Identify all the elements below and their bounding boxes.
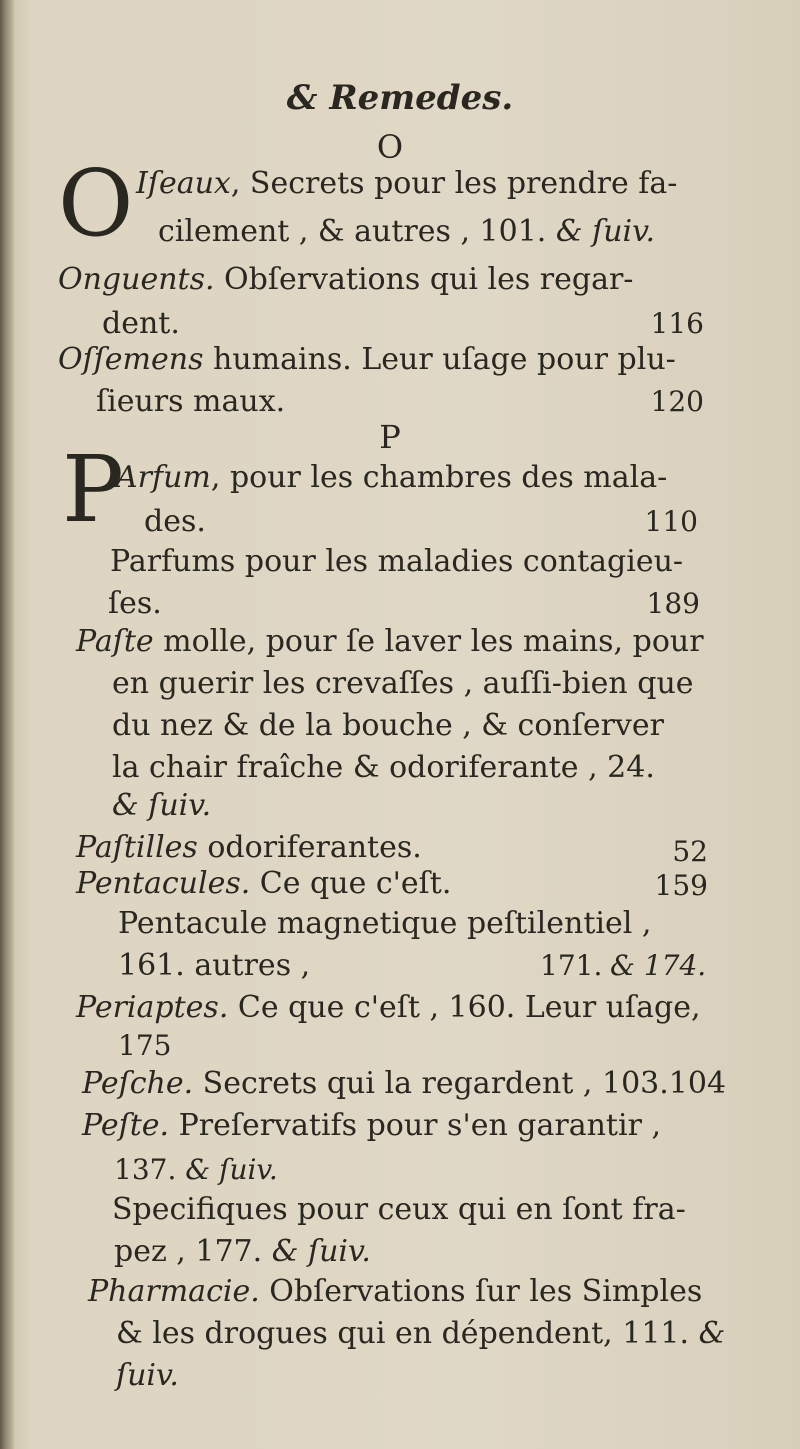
headword: Pentacules. — [76, 866, 251, 901]
suiv-ref: & ſuiv. — [271, 1234, 371, 1269]
entry-text: molle, pour ſe laver les mains, pour — [153, 624, 704, 659]
page-ref: 110 — [644, 505, 698, 538]
headword: Oſſemens — [58, 342, 204, 377]
entry-text: en guerir les crevaſſes , auſſi-bien que — [112, 666, 694, 701]
headword: Paſtilles — [76, 830, 198, 865]
dropcap-o: O — [58, 150, 134, 257]
entry-text: Obſervations ſur les Simples — [259, 1274, 703, 1309]
page-ref: 159 — [654, 869, 708, 902]
suiv-ref: & ſuiv. — [185, 1153, 278, 1186]
entry-text: des. — [144, 504, 206, 539]
headword: Arfum — [116, 460, 211, 495]
entry-text: odoriferantes. — [197, 830, 422, 865]
page-ref: 175 — [118, 1029, 172, 1062]
headword: Periaptes. — [76, 990, 229, 1025]
headword: Peſche. — [82, 1066, 194, 1101]
entry-text: Ce que c'eſt , 160. Leur uſage, — [228, 990, 701, 1025]
entry-text: & les drogues qui en dépendent, 111. — [116, 1316, 690, 1351]
page-ref: 189 — [646, 587, 700, 620]
headword: Onguents. — [58, 262, 215, 297]
headword: Paſte — [76, 624, 154, 659]
entry-text: Specifiques pour ceux qui en ſont fra- — [112, 1192, 686, 1227]
page-ref: 137. — [114, 1153, 177, 1186]
page-ref: 120 — [650, 385, 704, 418]
entry-text: Ce que c'eſt. — [250, 866, 452, 901]
suiv-ref: & 174. — [610, 949, 707, 982]
entry-text: ſes. — [108, 586, 162, 621]
dropcap-p: P — [62, 436, 124, 543]
suiv-ref: ſuiv. — [116, 1358, 179, 1393]
entry-text: Pentacule magnetique peſtilentiel , — [118, 906, 652, 941]
section-letter-o: O — [376, 128, 404, 166]
entry-text: Secrets qui la regardent , 103.104 — [193, 1066, 727, 1101]
entry-text: Obſervations qui les regar- — [214, 262, 634, 297]
headword: Pharmacie. — [88, 1274, 260, 1309]
entry-text: du nez & de la bouche , & conſerver — [112, 708, 664, 743]
headword: Peſte. — [82, 1108, 170, 1143]
entry-text: ſieurs maux. — [96, 384, 286, 419]
entry-text: cilement , & autres , 101. — [158, 214, 547, 249]
entry-text: humains. Leur uſage pour plu- — [203, 342, 676, 377]
suiv-ref: & — [698, 1316, 726, 1351]
entry-text: pez , 177. — [114, 1234, 263, 1269]
running-head: & Remedes. — [286, 78, 514, 118]
entry-text: , Secrets pour les prendre fa- — [230, 166, 678, 201]
suiv-ref: & ſuiv. — [555, 214, 656, 249]
page-ref: 116 — [650, 307, 704, 340]
page-ref: 171. — [540, 949, 603, 982]
suiv-ref: & ſuiv. — [112, 788, 212, 823]
entry-text: , pour les chambres des mala- — [210, 460, 668, 495]
entry-text: la chair fraîche & odoriferante , 24. — [112, 750, 655, 785]
section-letter-p: P — [379, 418, 401, 456]
binding-edge — [0, 0, 14, 1449]
entry-text: 161. autres , — [118, 948, 311, 983]
headword: Iſeaux — [136, 166, 231, 201]
entry-text: Preſervatifs pour s'en garantir , — [169, 1108, 661, 1143]
entry-text: dent. — [102, 306, 180, 341]
page-ref: 52 — [672, 835, 708, 868]
entry-text: Parfums pour les maladies contagieu- — [110, 544, 684, 579]
